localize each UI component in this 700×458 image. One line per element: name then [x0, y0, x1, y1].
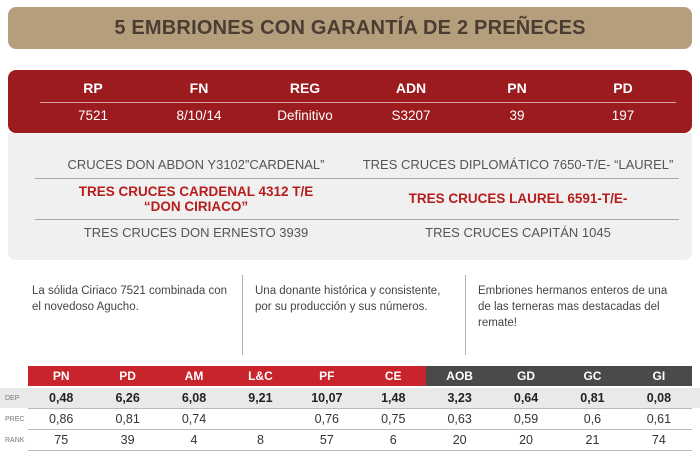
banner-title: 5 EMBRIONES CON GARANTÍA DE 2 PREÑECES: [114, 16, 586, 39]
epd-cell: 20: [452, 433, 467, 447]
epd-header-gd: GD: [493, 366, 559, 386]
id-value-rp: 7521: [77, 108, 109, 123]
note-2: Una donante histórica y consistente, por su producción y sus números.: [242, 275, 465, 355]
epd-cell: 75: [54, 433, 69, 447]
epd-cell: 0,48: [49, 391, 74, 405]
epd-cell: 3,23: [447, 391, 472, 405]
epd-cell: 0,76: [314, 412, 339, 426]
epd-cell: 0,59: [513, 412, 539, 426]
epd-cell: [227, 412, 293, 426]
identification-panel: [8, 70, 692, 133]
id-header-pd: PD: [613, 80, 633, 96]
epd-cell: 0,74: [181, 412, 207, 426]
grandsire-sire: CRUCES DON ABDON Y3102”CARDENAL”: [67, 157, 325, 172]
epd-cell: 0,75: [381, 412, 406, 426]
id-header-rp: RP: [83, 80, 103, 96]
id-header-adn: ADN: [395, 80, 427, 96]
epd-header-ce: CE: [360, 366, 426, 386]
granddam-sire: TRES CRUCES DON ERNESTO 3939: [83, 225, 309, 240]
pedigree-panel: [8, 133, 692, 260]
epd-cell: 57: [319, 433, 334, 447]
epd-header-pd: PD: [94, 366, 160, 386]
id-value-pn: 39: [509, 108, 525, 123]
epd-cell: 0,81: [580, 391, 605, 405]
epd-header-row: [28, 366, 692, 386]
epd-row-rank: [0, 430, 700, 450]
sire-nickname: “DON CIRIACO”: [143, 199, 249, 214]
epd-cell: 10,07: [311, 391, 343, 405]
granddam-dam: TRES CRUCES CAPITÁN 1045: [425, 225, 611, 240]
epd-row-label: RANK: [5, 436, 25, 444]
id-value-reg: Definitivo: [277, 108, 333, 123]
identification-divider: [40, 102, 676, 103]
epd-header-am: AM: [161, 366, 227, 386]
epd-header-gi: GI: [626, 366, 692, 386]
epd-cell: 8: [256, 433, 264, 447]
epd-row-label: DEP: [5, 394, 20, 402]
epd-cell: 6,08: [181, 391, 207, 405]
epd-cell: 0,61: [646, 412, 672, 426]
epd-cell: 74: [651, 433, 666, 447]
id-header-fn: FN: [189, 80, 209, 96]
pedigree-parents: [35, 184, 679, 214]
pedigree-divider-top: [35, 178, 679, 179]
epd-header-pf: PF: [294, 366, 360, 386]
epd-cell: 0,08: [646, 391, 672, 405]
id-header-reg: REG: [289, 80, 321, 96]
epd-cell: 21: [585, 433, 600, 447]
epd-header-aob: AOB: [426, 366, 492, 386]
sire: [35, 184, 357, 214]
epd-row-prec: [0, 409, 700, 429]
epd-cell: 9,21: [248, 391, 273, 405]
epd-cell: 39: [120, 433, 135, 447]
description-notes: [20, 275, 688, 355]
epd-cell: 0,6: [583, 412, 602, 426]
note-1: La sólida Ciriaco 7521 combinada con el novedoso Agucho.: [32, 285, 227, 313]
epd-cell: 20: [519, 433, 533, 447]
epd-cell: 0,86: [49, 412, 74, 426]
id-header-pn: PN: [507, 80, 527, 96]
epd-header-lc: L&C: [227, 366, 293, 386]
epd-cell: 4: [190, 433, 198, 447]
identification-headers: [40, 80, 676, 96]
epd-header-pn: PN: [28, 366, 94, 386]
pedigree-granddams: [35, 225, 679, 240]
epd-cell: 6,26: [115, 391, 140, 405]
epd-cell: 0,64: [513, 391, 539, 405]
page-banner: [8, 7, 692, 49]
pedigree-divider-bottom: [35, 219, 679, 220]
id-value-adn: S3207: [391, 108, 431, 123]
pedigree-grandsires: [35, 157, 679, 172]
identification-values: [40, 108, 676, 123]
epd-cell: 1,48: [381, 391, 406, 405]
grandsire-dam: TRES CRUCES DIPLOMÁTICO 7650-T/E- “LAUREL”: [362, 157, 674, 172]
id-value-fn: 8/10/14: [176, 108, 222, 123]
epd-row-divider: [28, 450, 692, 451]
epd-row-label: PREC: [5, 415, 25, 423]
epd-cell: 0,63: [447, 412, 472, 426]
dam: TRES CRUCES LAUREL 6591-T/E-: [408, 191, 628, 206]
epd-cell: 6: [389, 433, 397, 447]
epd-row-dep: [0, 388, 700, 408]
sire-name: TRES CRUCES CARDENAL 4312 T/E: [78, 184, 314, 199]
id-value-pd: 197: [611, 108, 635, 123]
epd-cell: 0,81: [115, 412, 140, 426]
epd-header-gc: GC: [559, 366, 625, 386]
note-3: Embriones hermanos enteros de una de las terneras mas destacadas del remate!: [465, 275, 688, 355]
